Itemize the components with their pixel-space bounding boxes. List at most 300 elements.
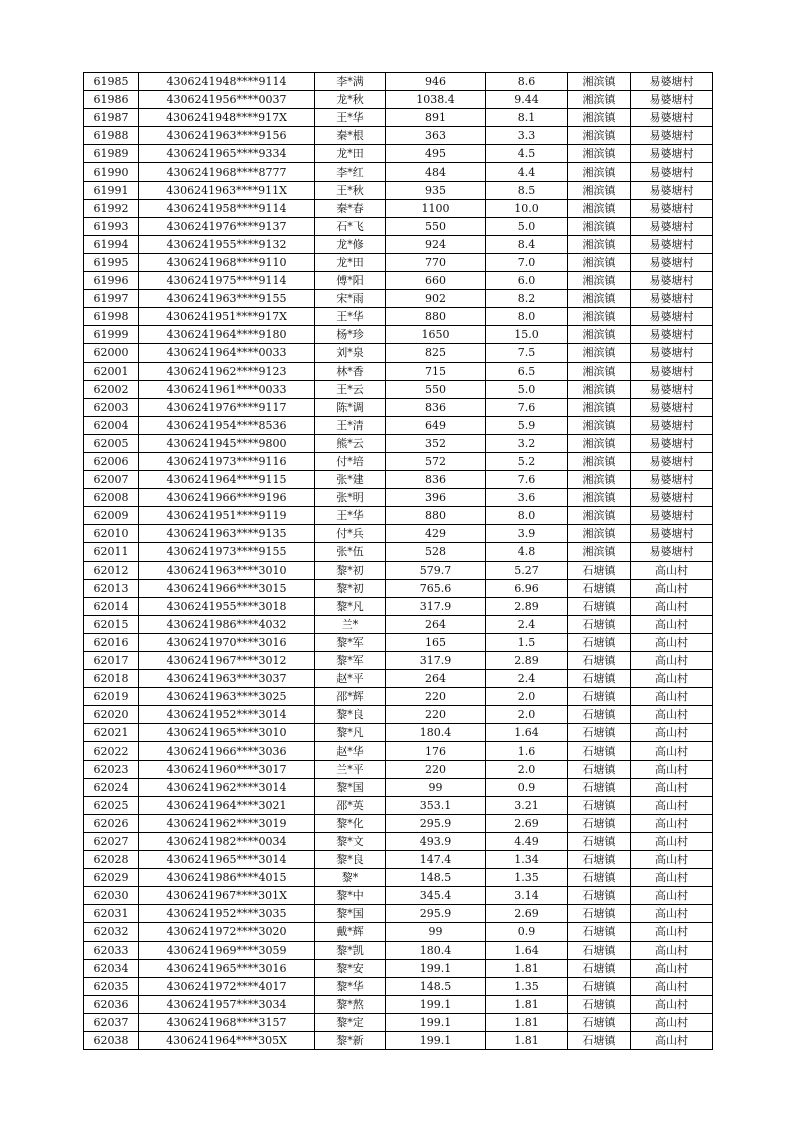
village-cell: 易婆塘村 <box>631 434 713 452</box>
area-cell: 5.2 <box>486 452 568 470</box>
village-cell: 高山村 <box>631 1031 713 1049</box>
village-cell: 高山村 <box>631 742 713 760</box>
serial-cell: 62002 <box>84 380 139 398</box>
name-cell: 兰*平 <box>315 760 386 778</box>
area-cell: 8.4 <box>486 235 568 253</box>
name-cell: 张*建 <box>315 471 386 489</box>
serial-cell: 62024 <box>84 778 139 796</box>
id-number-cell: 4306241964****0033 <box>139 344 315 362</box>
town-cell: 湘滨镇 <box>568 452 631 470</box>
id-number-cell: 4306241955****3018 <box>139 597 315 615</box>
id-number-cell: 4306241976****9137 <box>139 217 315 235</box>
serial-cell: 62018 <box>84 670 139 688</box>
table-row <box>84 652 713 670</box>
table-row <box>84 525 713 543</box>
town-cell: 石塘镇 <box>568 1031 631 1049</box>
amount-cell: 880 <box>386 507 486 525</box>
table-body <box>84 73 713 1050</box>
area-cell: 2.89 <box>486 597 568 615</box>
table-row <box>84 109 713 127</box>
id-number-cell: 4306241965****3014 <box>139 851 315 869</box>
area-cell: 7.6 <box>486 398 568 416</box>
id-number-cell: 4306241966****3015 <box>139 579 315 597</box>
serial-cell: 62004 <box>84 416 139 434</box>
area-cell: 5.0 <box>486 380 568 398</box>
town-cell: 石塘镇 <box>568 670 631 688</box>
table-row <box>84 832 713 850</box>
town-cell: 石塘镇 <box>568 688 631 706</box>
serial-cell: 61997 <box>84 290 139 308</box>
area-cell: 4.8 <box>486 543 568 561</box>
amount-cell: 825 <box>386 344 486 362</box>
serial-cell: 62032 <box>84 923 139 941</box>
town-cell: 石塘镇 <box>568 923 631 941</box>
town-cell: 石塘镇 <box>568 941 631 959</box>
area-cell: 15.0 <box>486 326 568 344</box>
name-cell: 戴*辉 <box>315 923 386 941</box>
serial-cell: 62010 <box>84 525 139 543</box>
table-row <box>84 163 713 181</box>
id-number-cell: 4306241972****3020 <box>139 923 315 941</box>
id-number-cell: 4306241963****9155 <box>139 290 315 308</box>
amount-cell: 180.4 <box>386 724 486 742</box>
village-cell: 高山村 <box>631 869 713 887</box>
table-row <box>84 633 713 651</box>
village-cell: 高山村 <box>631 887 713 905</box>
area-cell: 1.34 <box>486 851 568 869</box>
amount-cell: 1100 <box>386 199 486 217</box>
village-cell: 易婆塘村 <box>631 217 713 235</box>
village-cell: 高山村 <box>631 941 713 959</box>
table-row <box>84 887 713 905</box>
amount-cell: 836 <box>386 471 486 489</box>
id-number-cell: 4306241954****8536 <box>139 416 315 434</box>
amount-cell: 264 <box>386 615 486 633</box>
village-cell: 高山村 <box>631 615 713 633</box>
id-number-cell: 4306241968****8777 <box>139 163 315 181</box>
amount-cell: 199.1 <box>386 1031 486 1049</box>
village-cell: 高山村 <box>631 652 713 670</box>
town-cell: 湘滨镇 <box>568 145 631 163</box>
id-number-cell: 4306241961****0033 <box>139 380 315 398</box>
table-row <box>84 851 713 869</box>
id-number-cell: 4306241960****3017 <box>139 760 315 778</box>
area-cell: 3.21 <box>486 796 568 814</box>
area-cell: 1.81 <box>486 1013 568 1031</box>
amount-cell: 363 <box>386 127 486 145</box>
name-cell: 兰* <box>315 615 386 633</box>
area-cell: 3.9 <box>486 525 568 543</box>
name-cell: 李*红 <box>315 163 386 181</box>
town-cell: 石塘镇 <box>568 869 631 887</box>
table-row <box>84 217 713 235</box>
name-cell: 李*满 <box>315 73 386 91</box>
area-cell: 4.4 <box>486 163 568 181</box>
serial-cell: 62009 <box>84 507 139 525</box>
town-cell: 石塘镇 <box>568 959 631 977</box>
serial-cell: 62034 <box>84 959 139 977</box>
village-cell: 易婆塘村 <box>631 362 713 380</box>
area-cell: 2.0 <box>486 706 568 724</box>
amount-cell: 353.1 <box>386 796 486 814</box>
town-cell: 石塘镇 <box>568 778 631 796</box>
table-row <box>84 742 713 760</box>
area-cell: 10.0 <box>486 199 568 217</box>
amount-cell: 550 <box>386 380 486 398</box>
serial-cell: 62006 <box>84 452 139 470</box>
name-cell: 赵*平 <box>315 670 386 688</box>
area-cell: 0.9 <box>486 778 568 796</box>
town-cell: 湘滨镇 <box>568 91 631 109</box>
town-cell: 湘滨镇 <box>568 253 631 271</box>
amount-cell: 99 <box>386 778 486 796</box>
town-cell: 石塘镇 <box>568 561 631 579</box>
id-number-cell: 4306241964****3021 <box>139 796 315 814</box>
serial-cell: 61988 <box>84 127 139 145</box>
area-cell: 8.6 <box>486 73 568 91</box>
area-cell: 6.5 <box>486 362 568 380</box>
town-cell: 湘滨镇 <box>568 525 631 543</box>
table-row <box>84 814 713 832</box>
serial-cell: 62030 <box>84 887 139 905</box>
serial-cell: 61990 <box>84 163 139 181</box>
village-cell: 易婆塘村 <box>631 452 713 470</box>
amount-cell: 220 <box>386 706 486 724</box>
serial-cell: 61992 <box>84 199 139 217</box>
name-cell: 黎*良 <box>315 706 386 724</box>
town-cell: 湘滨镇 <box>568 163 631 181</box>
id-number-cell: 4306241957****3034 <box>139 995 315 1013</box>
serial-cell: 61993 <box>84 217 139 235</box>
id-number-cell: 4306241952****3035 <box>139 905 315 923</box>
name-cell: 黎*安 <box>315 959 386 977</box>
serial-cell: 61998 <box>84 308 139 326</box>
id-number-cell: 4306241963****3025 <box>139 688 315 706</box>
town-cell: 石塘镇 <box>568 652 631 670</box>
amount-cell: 836 <box>386 398 486 416</box>
area-cell: 2.4 <box>486 615 568 633</box>
amount-cell: 902 <box>386 290 486 308</box>
name-cell: 黎*定 <box>315 1013 386 1031</box>
name-cell: 黎*国 <box>315 778 386 796</box>
name-cell: 石*飞 <box>315 217 386 235</box>
serial-cell: 62027 <box>84 832 139 850</box>
name-cell: 秦*春 <box>315 199 386 217</box>
serial-cell: 62016 <box>84 633 139 651</box>
village-cell: 易婆塘村 <box>631 507 713 525</box>
amount-cell: 935 <box>386 181 486 199</box>
id-number-cell: 4306241972****4017 <box>139 977 315 995</box>
name-cell: 王*华 <box>315 308 386 326</box>
village-cell: 易婆塘村 <box>631 489 713 507</box>
id-number-cell: 4306241964****9115 <box>139 471 315 489</box>
serial-cell: 62005 <box>84 434 139 452</box>
serial-cell: 61986 <box>84 91 139 109</box>
town-cell: 湘滨镇 <box>568 543 631 561</box>
name-cell: 黎*凡 <box>315 597 386 615</box>
town-cell: 湘滨镇 <box>568 489 631 507</box>
village-cell: 高山村 <box>631 1013 713 1031</box>
serial-cell: 62023 <box>84 760 139 778</box>
area-cell: 0.9 <box>486 923 568 941</box>
name-cell: 林*香 <box>315 362 386 380</box>
name-cell: 陈*调 <box>315 398 386 416</box>
amount-cell: 1650 <box>386 326 486 344</box>
town-cell: 湘滨镇 <box>568 507 631 525</box>
name-cell: 黎*新 <box>315 1031 386 1049</box>
serial-cell: 62020 <box>84 706 139 724</box>
table-row <box>84 471 713 489</box>
town-cell: 石塘镇 <box>568 1013 631 1031</box>
table-row <box>84 416 713 434</box>
serial-cell: 61989 <box>84 145 139 163</box>
area-cell: 5.27 <box>486 561 568 579</box>
name-cell: 黎*初 <box>315 579 386 597</box>
serial-cell: 62008 <box>84 489 139 507</box>
village-cell: 高山村 <box>631 561 713 579</box>
id-number-cell: 4306241951****9119 <box>139 507 315 525</box>
area-cell: 3.2 <box>486 434 568 452</box>
id-number-cell: 4306241964****305X <box>139 1031 315 1049</box>
table-row <box>84 326 713 344</box>
name-cell: 王*清 <box>315 416 386 434</box>
area-cell: 8.5 <box>486 181 568 199</box>
area-cell: 1.81 <box>486 995 568 1013</box>
village-cell: 易婆塘村 <box>631 416 713 434</box>
id-number-cell: 4306241962****3014 <box>139 778 315 796</box>
amount-cell: 572 <box>386 452 486 470</box>
table-row <box>84 543 713 561</box>
amount-cell: 484 <box>386 163 486 181</box>
area-cell: 3.6 <box>486 489 568 507</box>
name-cell: 张*明 <box>315 489 386 507</box>
name-cell: 黎*华 <box>315 977 386 995</box>
town-cell: 湘滨镇 <box>568 127 631 145</box>
serial-cell: 62025 <box>84 796 139 814</box>
serial-cell: 62014 <box>84 597 139 615</box>
name-cell: 龙*田 <box>315 253 386 271</box>
serial-cell: 61995 <box>84 253 139 271</box>
town-cell: 石塘镇 <box>568 597 631 615</box>
amount-cell: 147.4 <box>386 851 486 869</box>
town-cell: 石塘镇 <box>568 814 631 832</box>
name-cell: 龙*秋 <box>315 91 386 109</box>
table-row <box>84 778 713 796</box>
table-row <box>84 977 713 995</box>
area-cell: 6.96 <box>486 579 568 597</box>
village-cell: 易婆塘村 <box>631 73 713 91</box>
amount-cell: 199.1 <box>386 995 486 1013</box>
village-cell: 高山村 <box>631 760 713 778</box>
name-cell: 黎*军 <box>315 652 386 670</box>
village-cell: 高山村 <box>631 633 713 651</box>
area-cell: 8.1 <box>486 109 568 127</box>
area-cell: 7.6 <box>486 471 568 489</box>
table-row <box>84 253 713 271</box>
id-number-cell: 4306241968****3157 <box>139 1013 315 1031</box>
table-row <box>84 308 713 326</box>
id-number-cell: 4306241967****301X <box>139 887 315 905</box>
town-cell: 湘滨镇 <box>568 217 631 235</box>
amount-cell: 550 <box>386 217 486 235</box>
amount-cell: 579.7 <box>386 561 486 579</box>
id-number-cell: 4306241966****9196 <box>139 489 315 507</box>
table-row <box>84 1013 713 1031</box>
name-cell: 黎*凡 <box>315 724 386 742</box>
area-cell: 1.64 <box>486 724 568 742</box>
id-number-cell: 4306241958****9114 <box>139 199 315 217</box>
table-row <box>84 561 713 579</box>
serial-cell: 62019 <box>84 688 139 706</box>
village-cell: 易婆塘村 <box>631 272 713 290</box>
table-row <box>84 724 713 742</box>
name-cell: 邵*辉 <box>315 688 386 706</box>
village-cell: 高山村 <box>631 778 713 796</box>
area-cell: 5.9 <box>486 416 568 434</box>
name-cell: 黎*初 <box>315 561 386 579</box>
amount-cell: 880 <box>386 308 486 326</box>
town-cell: 湘滨镇 <box>568 109 631 127</box>
name-cell: 黎*军 <box>315 633 386 651</box>
amount-cell: 220 <box>386 760 486 778</box>
serial-cell: 62037 <box>84 1013 139 1031</box>
table-row <box>84 760 713 778</box>
table-row <box>84 905 713 923</box>
serial-cell: 62033 <box>84 941 139 959</box>
amount-cell: 176 <box>386 742 486 760</box>
id-number-cell: 4306241965****3010 <box>139 724 315 742</box>
name-cell: 王*华 <box>315 109 386 127</box>
area-cell: 3.14 <box>486 887 568 905</box>
village-cell: 易婆塘村 <box>631 525 713 543</box>
amount-cell: 148.5 <box>386 977 486 995</box>
town-cell: 湘滨镇 <box>568 272 631 290</box>
id-number-cell: 4306241963****3037 <box>139 670 315 688</box>
name-cell: 邵*英 <box>315 796 386 814</box>
table-row <box>84 181 713 199</box>
area-cell: 9.44 <box>486 91 568 109</box>
amount-cell: 180.4 <box>386 941 486 959</box>
amount-cell: 946 <box>386 73 486 91</box>
town-cell: 石塘镇 <box>568 633 631 651</box>
area-cell: 3.3 <box>486 127 568 145</box>
serial-cell: 62022 <box>84 742 139 760</box>
village-cell: 高山村 <box>631 706 713 724</box>
village-cell: 高山村 <box>631 597 713 615</box>
town-cell: 石塘镇 <box>568 851 631 869</box>
village-cell: 易婆塘村 <box>631 326 713 344</box>
town-cell: 石塘镇 <box>568 615 631 633</box>
village-cell: 易婆塘村 <box>631 163 713 181</box>
village-cell: 易婆塘村 <box>631 235 713 253</box>
area-cell: 5.0 <box>486 217 568 235</box>
amount-cell: 199.1 <box>386 959 486 977</box>
name-cell: 付*培 <box>315 452 386 470</box>
id-number-cell: 4306241948****9114 <box>139 73 315 91</box>
serial-cell: 62035 <box>84 977 139 995</box>
amount-cell: 264 <box>386 670 486 688</box>
table-row <box>84 199 713 217</box>
name-cell: 秦*根 <box>315 127 386 145</box>
town-cell: 石塘镇 <box>568 832 631 850</box>
serial-cell: 61987 <box>84 109 139 127</box>
amount-cell: 660 <box>386 272 486 290</box>
table-row <box>84 290 713 308</box>
amount-cell: 493.9 <box>386 832 486 850</box>
village-cell: 高山村 <box>631 959 713 977</box>
id-number-cell: 4306241956****0037 <box>139 91 315 109</box>
village-cell: 易婆塘村 <box>631 344 713 362</box>
village-cell: 易婆塘村 <box>631 199 713 217</box>
name-cell: 黎*凯 <box>315 941 386 959</box>
town-cell: 湘滨镇 <box>568 344 631 362</box>
table-row <box>84 688 713 706</box>
id-number-cell: 4306241967****3012 <box>139 652 315 670</box>
table-row <box>84 869 713 887</box>
amount-cell: 165 <box>386 633 486 651</box>
id-number-cell: 4306241965****9334 <box>139 145 315 163</box>
amount-cell: 715 <box>386 362 486 380</box>
id-number-cell: 4306241986****4015 <box>139 869 315 887</box>
name-cell: 熊*云 <box>315 434 386 452</box>
area-cell: 1.81 <box>486 1031 568 1049</box>
serial-cell: 62036 <box>84 995 139 1013</box>
table-row <box>84 434 713 452</box>
village-cell: 易婆塘村 <box>631 127 713 145</box>
id-number-cell: 4306241963****9135 <box>139 525 315 543</box>
village-cell: 高山村 <box>631 851 713 869</box>
amount-cell: 99 <box>386 923 486 941</box>
village-cell: 高山村 <box>631 724 713 742</box>
name-cell: 黎*熬 <box>315 995 386 1013</box>
town-cell: 石塘镇 <box>568 905 631 923</box>
table-row <box>84 362 713 380</box>
amount-cell: 317.9 <box>386 652 486 670</box>
id-number-cell: 4306241970****3016 <box>139 633 315 651</box>
amount-cell: 199.1 <box>386 1013 486 1031</box>
area-cell: 1.35 <box>486 977 568 995</box>
id-number-cell: 4306241966****3036 <box>139 742 315 760</box>
town-cell: 湘滨镇 <box>568 326 631 344</box>
serial-cell: 62013 <box>84 579 139 597</box>
town-cell: 湘滨镇 <box>568 290 631 308</box>
town-cell: 石塘镇 <box>568 760 631 778</box>
id-number-cell: 4306241963****9156 <box>139 127 315 145</box>
village-cell: 易婆塘村 <box>631 398 713 416</box>
area-cell: 4.49 <box>486 832 568 850</box>
town-cell: 石塘镇 <box>568 579 631 597</box>
id-number-cell: 4306241962****9123 <box>139 362 315 380</box>
name-cell: 刘*泉 <box>315 344 386 362</box>
amount-cell: 528 <box>386 543 486 561</box>
serial-cell: 62028 <box>84 851 139 869</box>
name-cell: 付*兵 <box>315 525 386 543</box>
serial-cell: 62012 <box>84 561 139 579</box>
serial-cell: 62003 <box>84 398 139 416</box>
area-cell: 1.35 <box>486 869 568 887</box>
name-cell: 黎*良 <box>315 851 386 869</box>
table-row <box>84 597 713 615</box>
amount-cell: 295.9 <box>386 905 486 923</box>
serial-cell: 62000 <box>84 344 139 362</box>
name-cell: 黎*中 <box>315 887 386 905</box>
id-number-cell: 4306241975****9114 <box>139 272 315 290</box>
village-cell: 高山村 <box>631 670 713 688</box>
table-row <box>84 127 713 145</box>
town-cell: 湘滨镇 <box>568 73 631 91</box>
name-cell: 龙*修 <box>315 235 386 253</box>
amount-cell: 770 <box>386 253 486 271</box>
